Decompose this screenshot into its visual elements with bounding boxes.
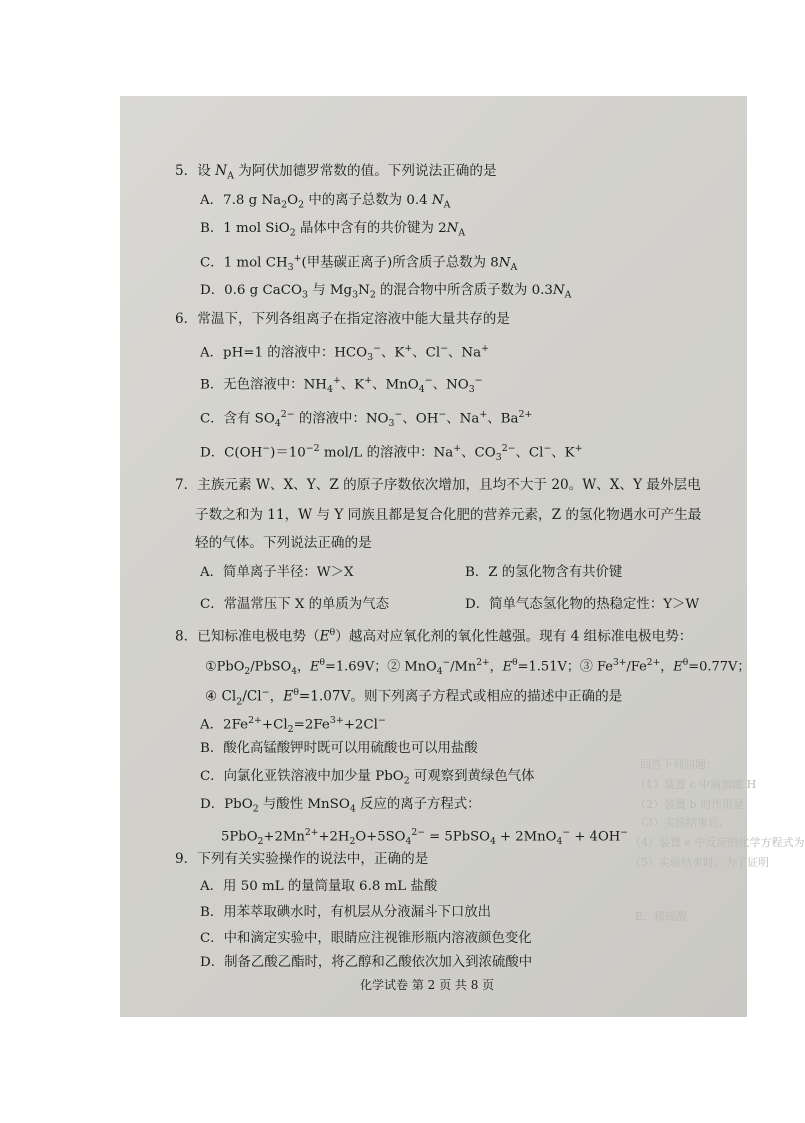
question-6-option-b: B．无色溶液中：$NH_4^+$、K+、MnO$_4$−、$NO_3^-$ (200, 375, 483, 396)
question-6-option-a: A．pH=1 的溶液中：$HCO_3^-$、K+、Cl−、Na+ (200, 343, 489, 364)
question-7-option-d: D．简单气态氢化物的热稳定性：Y＞W (465, 597, 700, 612)
question-7-option-a: A．简单离子半径：W＞X (200, 565, 354, 580)
question-9-stem: 9．下列有关实验操作的说法中，正确的是 (175, 851, 429, 867)
question-8-potentials-line-2: ④ $Cl_2/Cl^-$，$E^\theta=1.07V$。则下列离子方程式或相应的描述中正确的是 (205, 687, 623, 708)
question-7-stem-line-2: 子数之和为 11，W 与 Y 同族且都是复合化肥的营养元素，Z 的氢化物遇水可产生最 (195, 507, 702, 523)
question-7-option-c: C．常温常压下 X 的单质为气态 (200, 597, 389, 612)
question-6-stem: 6．常温下，下列各组离子在指定溶液中能大量共存的是 (175, 311, 510, 327)
question-8-option-a: A．$2Fe^{2+}+Cl_2=2Fe^{3+}+2Cl^-$ (200, 715, 386, 736)
question-8-potentials-line-1: ①PbO$_2$/PbSO$_4$，$E^\theta=1.69V$；② $MnO_4^-/Mn^{2+}$，$E^\theta=1.51V$；③ $Fe^{3+}/Fe^{2+}$，$E^\theta=0.77V$； (205, 658, 751, 677)
question-9-option-d: D．制备乙酸乙酯时，将乙醇和乙酸依次加入到浓硫酸中 (200, 955, 533, 970)
question-7-stem-line-1: 7．主族元素 W、X、Y、Z 的原子序数依次增加，且均不大于 20。W、X、Y 最外层电 (175, 477, 701, 493)
show-through-text: （3）实验结束后， (635, 816, 730, 829)
question-7-option-b: B．Z 的氢化物含有共价键 (465, 565, 623, 580)
question-9-option-c: C．中和滴定实验中，眼睛应注视锥形瓶内溶液颜色变化 (200, 931, 532, 946)
page-footer: 化学试卷 第 2 页 共 8 页 (360, 978, 495, 992)
show-through-text: 回答下列问题： (640, 758, 717, 771)
question-8-equation: $5PbO_2+2Mn^{2+}+2H_2O+5SO_4^{2-}$ = 5PbSO$_4$ + 2MnO$_4$− + 4OH− (221, 827, 629, 848)
show-through-text: （5）实验结束时，为了证明 (630, 856, 769, 869)
show-through-text: E．稀硫酸 (635, 910, 688, 923)
question-5-option-b: B．1 mol SiO$_2$ 晶体中含有的共价键为 $2N_A$ (200, 221, 466, 239)
show-through-text: （4）装置 e 中反应的化学方程式为 (630, 836, 805, 849)
question-5-stem: 5．设 $N_A$ 为阿伏加德罗常数的值。下列说法正确的是 (175, 163, 497, 182)
question-6-option-c: C．含有 $SO_4^{2-}$ 的溶液中：$NO_3^-$、OH−、Na+、$Ba^{2+}$ (200, 409, 533, 430)
question-5-option-d: D．0.6 g CaCO$_3$ 与 $Mg_3N_2$ 的混合物中所含质子数为 $0.3N_A$ (200, 283, 572, 301)
question-6-option-d: D．$C(OH^-)=10^{-2}$ mol/L 的溶液中：Na+、$CO_3^{2-}$、Cl−、K+ (200, 443, 583, 464)
question-8-stem: 8．已知标准电极电势$(E^\theta)$越高对应氧化剂的氧化性越强。现有 4 组标准电极电势： (175, 627, 693, 645)
question-9-option-b: B．用苯萃取碘水时，有机层从分液漏斗下口放出 (200, 905, 492, 920)
question-8-option-b: B．酸化高锰酸钾时既可以用硫酸也可以用盐酸 (200, 741, 478, 756)
question-5-option-c: C．1 mol $CH_3^+$(甲基碳正离子)所含质子总数为 $8N_A$ (200, 253, 518, 274)
question-9-option-a: A．用 50 mL 的量筒量取 6.8 mL 盐酸 (200, 879, 438, 894)
question-5-option-a: A．7.8 g $Na_2O_2$ 中的离子总数为 0.4 $N_A$ (200, 193, 451, 211)
show-through-text: （2）装置 b 的作用是 (635, 798, 745, 811)
show-through-text: （1）装置 c 中滴加浓 H (635, 778, 757, 791)
question-7-stem-line-3: 轻的气体。下列说法正确的是 (195, 535, 372, 551)
question-8-option-c: C．向氯化亚铁溶液中加少量 PbO$_2$ 可观察到黄绿色气体 (200, 769, 535, 787)
question-8-option-d: D．PbO$_2$ 与酸性 MnSO$_4$ 反应的离子方程式： (200, 797, 481, 815)
paper-photo (120, 96, 805, 1017)
